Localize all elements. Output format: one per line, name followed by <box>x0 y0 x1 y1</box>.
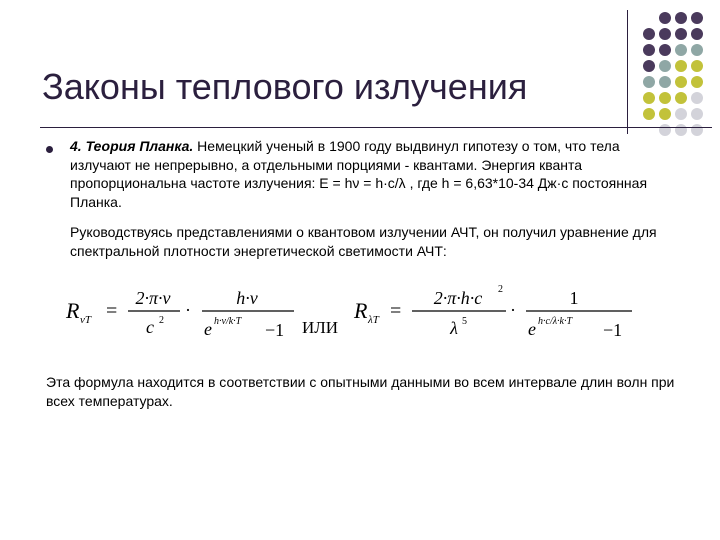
fraction1-denominator: λ <box>450 318 458 338</box>
decorative-dot <box>643 108 655 120</box>
decorative-dot <box>643 76 655 88</box>
decorative-dot <box>691 108 703 120</box>
decorative-dot <box>691 44 703 56</box>
formula-equals: = <box>106 300 118 322</box>
fraction2-exponent: h·c/λ·k·T <box>538 316 573 327</box>
decorative-dot <box>659 108 671 120</box>
paragraph-planck-theory <box>70 137 670 211</box>
fraction2-minus-one: −1 <box>603 320 623 340</box>
slide-title: Законы теплового излучения <box>42 66 528 107</box>
fraction2-exponent: h·ν/k·T <box>214 316 242 327</box>
fraction1-numerator: 2·π·h·c <box>433 288 483 308</box>
paragraph-conclusion: Эта формула находится в соответствии с опытными данными во всем интервале длин волн при всех температурах. <box>46 374 675 409</box>
paragraph-lead: 4. Теория Планка. <box>70 138 194 154</box>
paragraph-equation-intro: Руководствуясь представлениями о квантовом излучении АЧТ, он получил уравнение для спектральной плотности энергетической светимости АЧТ: <box>70 224 657 259</box>
formula-lhs: R <box>354 298 368 323</box>
fraction1-numerator: 2·π·ν <box>135 288 171 308</box>
paragraph-body: Немецкий ученый в 1900 году выдвинул гипотезу о том, что тела излучают не непрерывно, а отдельными порциями - квантами. Энергия кванта пропорциональна частоте излучения: E = hν = h·c/λ , где h = 6,63*10-34 Дж·с постоянная Планка. <box>70 138 648 210</box>
fraction2-exp-base: e <box>528 319 536 339</box>
formula-frequency <box>62 278 302 348</box>
fraction1-denominator-power: 2 <box>159 315 164 326</box>
decorative-dot <box>659 60 671 72</box>
horizontal-divider <box>40 127 712 128</box>
decorative-dot <box>691 12 703 24</box>
or-label: ИЛИ <box>302 318 339 337</box>
fraction2-numerator: h·ν <box>236 288 258 308</box>
decorative-dot <box>659 76 671 88</box>
formula-lhs: R <box>66 298 80 323</box>
formula-multiply-dot: · <box>185 300 191 320</box>
formula-lhs-subscript: νT <box>80 314 91 326</box>
formula-wavelength <box>350 278 640 348</box>
decorative-dot <box>659 44 671 56</box>
decorative-dot <box>643 60 655 72</box>
formula-multiply-dot: · <box>510 300 516 320</box>
fraction2-minus-one: −1 <box>265 320 285 340</box>
decorative-dot <box>675 76 687 88</box>
decorative-dot <box>675 12 687 24</box>
bullet-icon <box>46 146 53 153</box>
vertical-divider <box>627 10 628 134</box>
decorative-dot <box>643 92 655 104</box>
decorative-dot <box>691 124 703 136</box>
decorative-dot <box>659 12 671 24</box>
fraction1-denominator-power: 5 <box>462 316 467 327</box>
decorative-dot <box>643 28 655 40</box>
decorative-dot <box>643 44 655 56</box>
fraction1-numerator-power: 2 <box>498 284 503 295</box>
decorative-dot <box>675 60 687 72</box>
fraction2-numerator: 1 <box>569 288 579 308</box>
decorative-dot <box>675 108 687 120</box>
formula-lhs-subscript: λT <box>368 314 379 326</box>
decorative-dot <box>675 44 687 56</box>
decorative-dot <box>691 28 703 40</box>
formula-equals: = <box>390 300 402 322</box>
decorative-dot <box>659 124 671 136</box>
fraction2-exp-base: e <box>204 319 212 339</box>
decorative-dot <box>691 60 703 72</box>
decorative-dot <box>691 76 703 88</box>
decorative-dot <box>659 92 671 104</box>
decorative-dot <box>675 28 687 40</box>
decorative-dot <box>675 124 687 136</box>
decorative-dot <box>691 92 703 104</box>
decorative-dot <box>659 28 671 40</box>
decorative-dot <box>675 92 687 104</box>
fraction1-denominator: c <box>146 317 154 337</box>
